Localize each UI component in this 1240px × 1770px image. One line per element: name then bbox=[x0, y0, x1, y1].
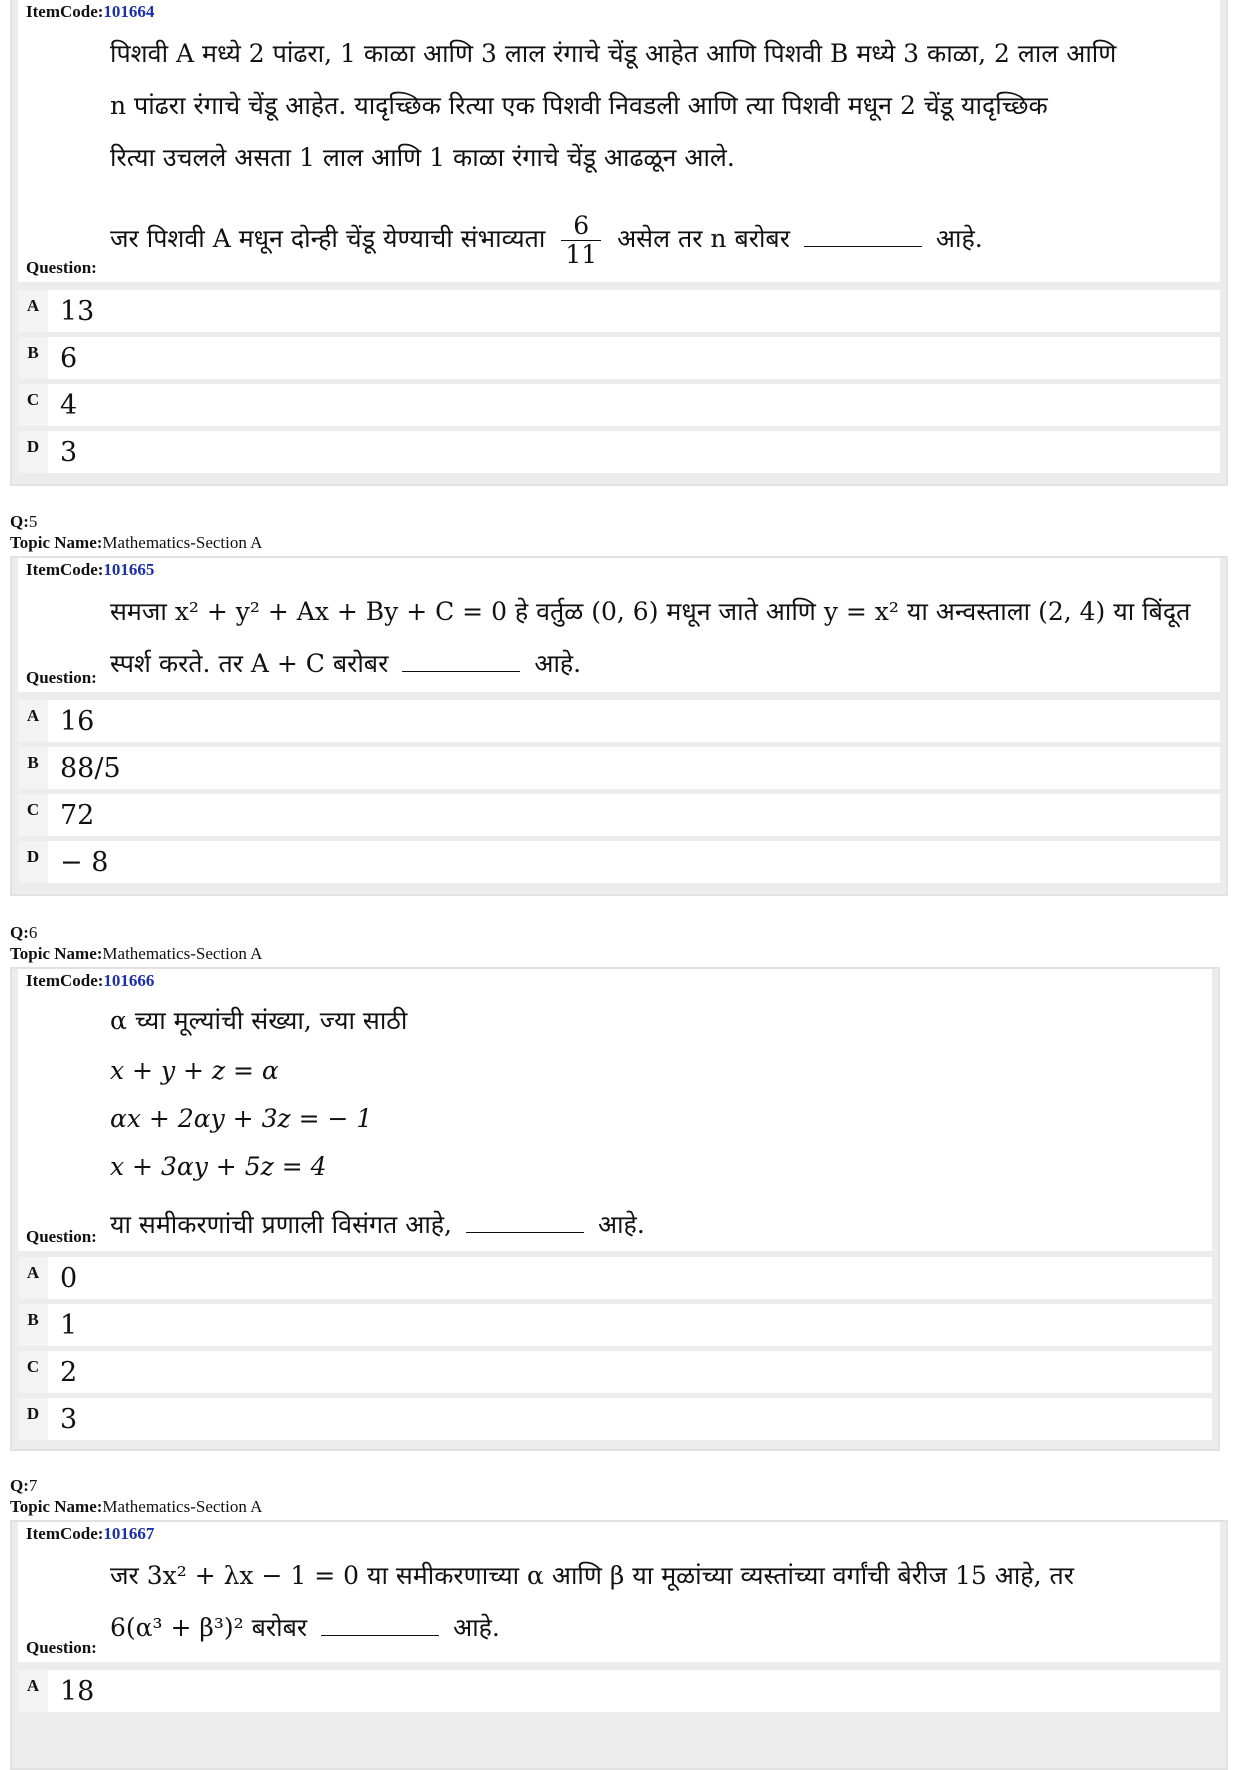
option-d[interactable]: D 3 bbox=[18, 431, 1220, 473]
answer-blank bbox=[321, 1613, 439, 1636]
topic-name: Topic Name:Mathematics-Section A bbox=[10, 1497, 263, 1516]
equation-2: αx + 2αy + 3z = − 1 bbox=[110, 1104, 373, 1133]
question-text: समजा x² + y² + Ax + By + C = 0 हे वर्तुळ (0, 6) मधून जाते आणि y = x² या अन्वस्ताला (2, 4) या बिंदूत स्पर्श करते. तर A + C बरोबर आहे. bbox=[110, 597, 1191, 678]
question-label: Question: bbox=[26, 668, 97, 687]
item-code: ItemCode:101664 bbox=[26, 2, 155, 21]
option-c[interactable]: C 2 bbox=[18, 1351, 1212, 1393]
item-code: ItemCode:101666 bbox=[26, 971, 155, 990]
item-code: ItemCode:101665 bbox=[26, 560, 155, 579]
equation-3: x + 3αy + 5z = 4 bbox=[110, 1152, 327, 1181]
question-label: Question: bbox=[26, 1638, 97, 1657]
question-text: पिशवी A मध्ये 2 पांढरा, 1 काळा आणि 3 लाल रंगाचे चेंडू आहेत आणि पिशवी B मध्ये 3 काळा, 2 लाल आणि n पांढरा रंगाचे चेंडू आहेत. यादृच्छिक रित्या एक पिशवी निवडली आणि त्या पिशवी मधून 2 चेंडू यादृच्छिक रित्या उचलले असता 1 लाल आणि 1 काळा रंगाचे चेंडू आढळून आले. जर पिशवी A मधून दोन्ही चेंडू येण्याची संभाव्यता $\frac{6}{11}$ असेल तर n बरोबर आहे. bbox=[110, 39, 1117, 269]
option-b[interactable]: B 1 bbox=[18, 1304, 1212, 1346]
question-box bbox=[18, 969, 1212, 1251]
question-number: Q:6 bbox=[10, 923, 38, 942]
question-block-q6 bbox=[10, 967, 1220, 1451]
option-a[interactable]: A 13 bbox=[18, 290, 1220, 332]
question-box bbox=[18, 1522, 1220, 1662]
item-code: ItemCode:101667 bbox=[26, 1524, 155, 1543]
option-d[interactable]: D − 8 bbox=[18, 841, 1220, 883]
equation-1: x + y + z = α bbox=[110, 1056, 279, 1085]
question-label: Question: bbox=[26, 258, 97, 277]
answer-blank bbox=[804, 224, 922, 247]
question-block-q7 bbox=[10, 1520, 1228, 1770]
option-b[interactable]: B 88/5 bbox=[18, 747, 1220, 789]
question-text: α च्या मूल्यांची संख्या, ज्या साठी x + y + z = α αx + 2αy + 3z = − 1 x + 3αy + 5z = 4 या समीकरणांची प्रणाली विसंगत आहे, आहे. bbox=[110, 995, 1198, 1251]
question-box bbox=[18, 0, 1220, 282]
option-c[interactable]: C 4 bbox=[18, 384, 1220, 426]
topic-name: Topic Name:Mathematics-Section A bbox=[10, 533, 263, 552]
answer-blank bbox=[466, 1210, 584, 1233]
answer-blank bbox=[402, 649, 520, 672]
question-label: Question: bbox=[26, 1227, 97, 1246]
option-a[interactable]: A 18 bbox=[18, 1670, 1220, 1712]
question-box bbox=[18, 558, 1220, 692]
question-block-q5 bbox=[10, 556, 1228, 896]
option-c[interactable]: C 72 bbox=[18, 794, 1220, 836]
option-a[interactable]: A 0 bbox=[18, 1257, 1212, 1299]
fraction: $\frac{6}{11}$ bbox=[561, 212, 601, 269]
question-number: Q:5 bbox=[10, 512, 38, 531]
topic-name: Topic Name:Mathematics-Section A bbox=[10, 944, 263, 963]
question-number: Q:7 bbox=[10, 1476, 38, 1495]
option-d[interactable]: D 3 bbox=[18, 1398, 1212, 1440]
option-b[interactable]: B 6 bbox=[18, 337, 1220, 379]
question-text: जर 3x² + λx − 1 = 0 या समीकरणाच्या α आणि β या मूळांच्या व्यस्तांच्या वर्गांची बेरीज 15 आहे, तर 6(α³ + β³)² बरोबर आहे. bbox=[110, 1561, 1074, 1642]
question-block-q4 bbox=[10, 0, 1228, 486]
option-a[interactable]: A 16 bbox=[18, 700, 1220, 742]
